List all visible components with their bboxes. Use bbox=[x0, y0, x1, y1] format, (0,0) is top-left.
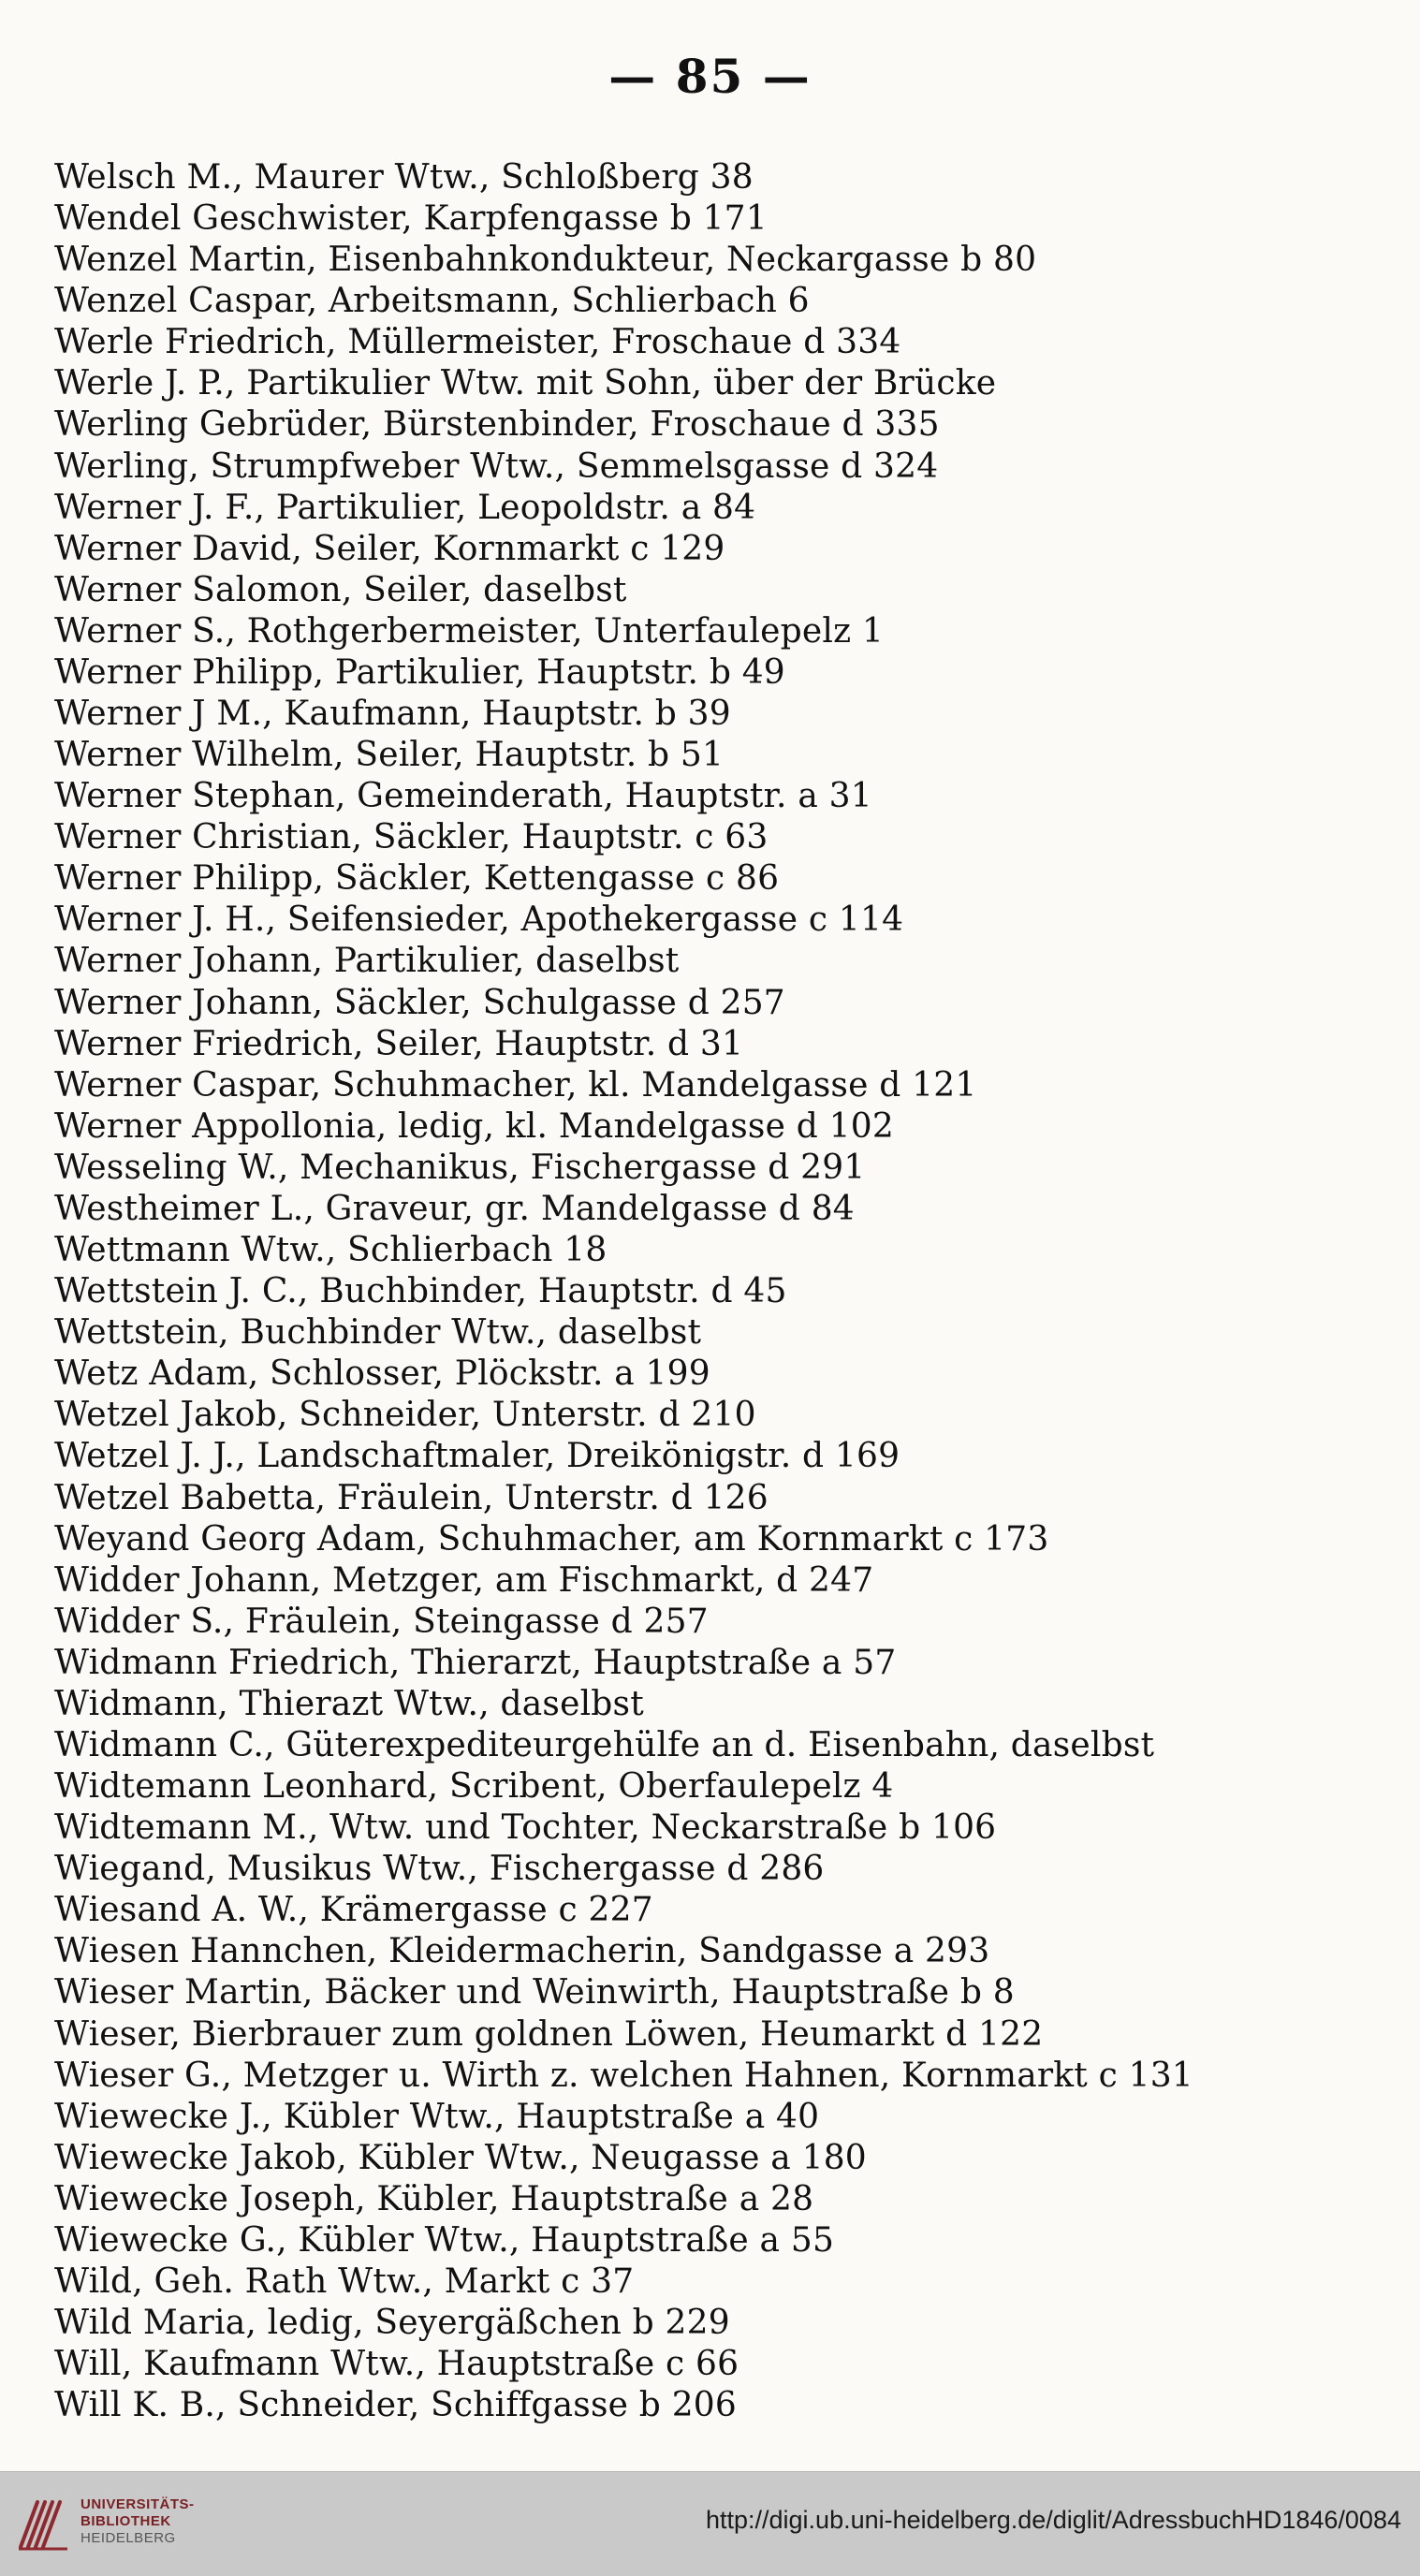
document-url[interactable]: http://digi.ub.uni-heidelberg.de/diglit/AdressbuchHD1846/0084 bbox=[705, 2506, 1401, 2534]
address-entry: Wetzel J. J., Landschaftmaler, Dreikönigstr. d 169 bbox=[54, 1437, 900, 1476]
address-entry: Werner J. H., Seifensieder, Apothekergasse c 114 bbox=[54, 900, 904, 940]
address-entry: Weyand Georg Adam, Schuhmacher, am Kornmarkt c 173 bbox=[54, 1519, 1049, 1559]
address-entry: Wenzel Caspar, Arbeitsmann, Schlierbach 6 bbox=[54, 282, 810, 321]
address-entry: Widmann C., Güterexpediteurgehülfe an d. Eisenbahn, daselbst bbox=[54, 1725, 1155, 1764]
address-entry: Wettstein, Buchbinder Wtw., daselbst bbox=[54, 1313, 702, 1353]
address-entry: Will K. B., Schneider, Schiffgasse b 206 bbox=[54, 2386, 738, 2425]
logo-line-2: BIBLIOTHEK bbox=[81, 2513, 171, 2529]
address-entry: Wiewecke Jakob, Kübler Wtw., Neugasse a 180 bbox=[54, 2138, 867, 2177]
address-entry: Widder S., Fräulein, Steingasse d 257 bbox=[54, 1602, 709, 1641]
address-entry: Werner Wilhelm, Seiler, Hauptstr. b 51 bbox=[54, 736, 725, 775]
address-entry: Wetzel Jakob, Schneider, Unterstr. d 210 bbox=[54, 1396, 756, 1435]
logo-line-1: UNIVERSITÄTS- bbox=[81, 2496, 195, 2512]
address-entry: Welsch M., Maurer Wtw., Schloßberg 38 bbox=[54, 158, 754, 197]
address-entry: Widtemann M., Wtw. und Tochter, Neckarstraße b 106 bbox=[54, 1808, 997, 1848]
address-entry: Werner Philipp, Säckler, Kettengasse c 86 bbox=[54, 859, 780, 899]
address-entry: Werner Salomon, Seiler, daselbst bbox=[54, 570, 627, 609]
address-entry: Werle J. P., Partikulier Wtw. mit Sohn, über der Brücke bbox=[54, 364, 997, 403]
address-entry: Wiesand A. W., Krämergasse c 227 bbox=[54, 1891, 653, 1930]
address-entry: Wiewecke Joseph, Kübler, Hauptstraße a 28 bbox=[54, 2179, 814, 2218]
address-entry: Wild Maria, ledig, Seyergäßchen b 229 bbox=[54, 2304, 730, 2343]
address-entry: Widder Johann, Metzger, am Fischmarkt, d 247 bbox=[54, 1560, 874, 1600]
address-entry: Werner Caspar, Schuhmacher, kl. Mandelgasse d 121 bbox=[54, 1065, 977, 1105]
address-entry: Werner Johann, Partikulier, daselbst bbox=[54, 942, 680, 981]
viewer-footer bbox=[0, 2471, 1420, 2576]
address-entry: Wetz Adam, Schlosser, Plöckstr. a 199 bbox=[54, 1354, 710, 1394]
address-entry: Werner Friedrich, Seiler, Hauptstr. d 31 bbox=[54, 1024, 744, 1063]
address-entry: Widmann, Thierazt Wtw., daselbst bbox=[54, 1684, 644, 1723]
address-entry: Will, Kaufmann Wtw., Hauptstraße c 66 bbox=[54, 2345, 739, 2384]
address-entry: Werner David, Seiler, Kornmarkt c 129 bbox=[54, 529, 725, 568]
address-entry: Werner S., Rothgerbermeister, Unterfaulepelz 1 bbox=[54, 611, 884, 651]
address-entry: Werner Stephan, Gemeinderath, Hauptstr. a 31 bbox=[54, 777, 872, 816]
address-entry: Wieser G., Metzger u. Wirth z. welchen Hahnen, Kornmarkt c 131 bbox=[54, 2056, 1193, 2095]
university-library-logo-icon bbox=[15, 2493, 71, 2553]
address-entry: Wiesen Hannchen, Kleidermacherin, Sandgasse a 293 bbox=[54, 1932, 990, 1971]
address-entry: Werner J M., Kaufmann, Hauptstr. b 39 bbox=[54, 695, 731, 734]
address-entry: Wenzel Martin, Eisenbahnkondukteur, Neckargasse b 80 bbox=[54, 241, 1037, 280]
address-entry: Wiewecke G., Kübler Wtw., Hauptstraße a 55 bbox=[54, 2220, 835, 2260]
address-entry: Werling Gebrüder, Bürstenbinder, Froschaue d 335 bbox=[54, 405, 940, 445]
address-entry: Wetzel Babetta, Fräulein, Unterstr. d 126 bbox=[54, 1478, 769, 1517]
address-entry: Wieser Martin, Bäcker und Weinwirth, Hauptstraße b 8 bbox=[54, 1973, 1015, 2012]
address-entry: Werner Philipp, Partikulier, Hauptstr. b 49 bbox=[54, 652, 785, 692]
address-entry: Wiegand, Musikus Wtw., Fischergasse d 286 bbox=[54, 1850, 825, 1889]
library-logo-text bbox=[81, 2496, 195, 2547]
address-entry: Werle Friedrich, Müllermeister, Froschaue d 334 bbox=[54, 323, 901, 362]
address-entry: Werner Johann, Säckler, Schulgasse d 257 bbox=[54, 983, 785, 1022]
address-entry: Widtemann Leonhard, Scribent, Oberfaulepelz 4 bbox=[54, 1767, 894, 1807]
address-entry: Werner Christian, Säckler, Hauptstr. c 63 bbox=[54, 818, 769, 857]
address-entry: Werner Appollonia, ledig, kl. Mandelgasse d 102 bbox=[54, 1106, 894, 1146]
address-entry: Werner J. F., Partikulier, Leopoldstr. a 84 bbox=[54, 488, 756, 527]
address-entry: Wiewecke J., Kübler Wtw., Hauptstraße a 40 bbox=[54, 2097, 820, 2136]
page-number: — 85 — bbox=[608, 49, 812, 104]
logo-line-3: HEIDELBERG bbox=[81, 2530, 176, 2546]
address-entry: Widmann Friedrich, Thierarzt, Hauptstraße a 57 bbox=[54, 1643, 897, 1682]
address-entry: Wettmann Wtw., Schlierbach 18 bbox=[54, 1231, 608, 1270]
address-entry: Wieser, Bierbrauer zum goldnen Löwen, Heumarkt d 122 bbox=[54, 2014, 1044, 2054]
address-entry-list bbox=[54, 157, 1365, 2426]
address-entry: Wettstein J. C., Buchbinder, Hauptstr. d 45 bbox=[54, 1272, 787, 1311]
address-entry: Wesseling W., Mechanikus, Fischergasse d 291 bbox=[54, 1148, 866, 1187]
address-entry: Westheimer L., Graveur, gr. Mandelgasse d 84 bbox=[54, 1189, 855, 1228]
address-entry: Werling, Strumpfweber Wtw., Semmelsgasse d 324 bbox=[54, 446, 939, 486]
address-entry: Wendel Geschwister, Karpfengasse b 171 bbox=[54, 199, 768, 239]
address-entry: Wild, Geh. Rath Wtw., Markt c 37 bbox=[54, 2261, 635, 2301]
